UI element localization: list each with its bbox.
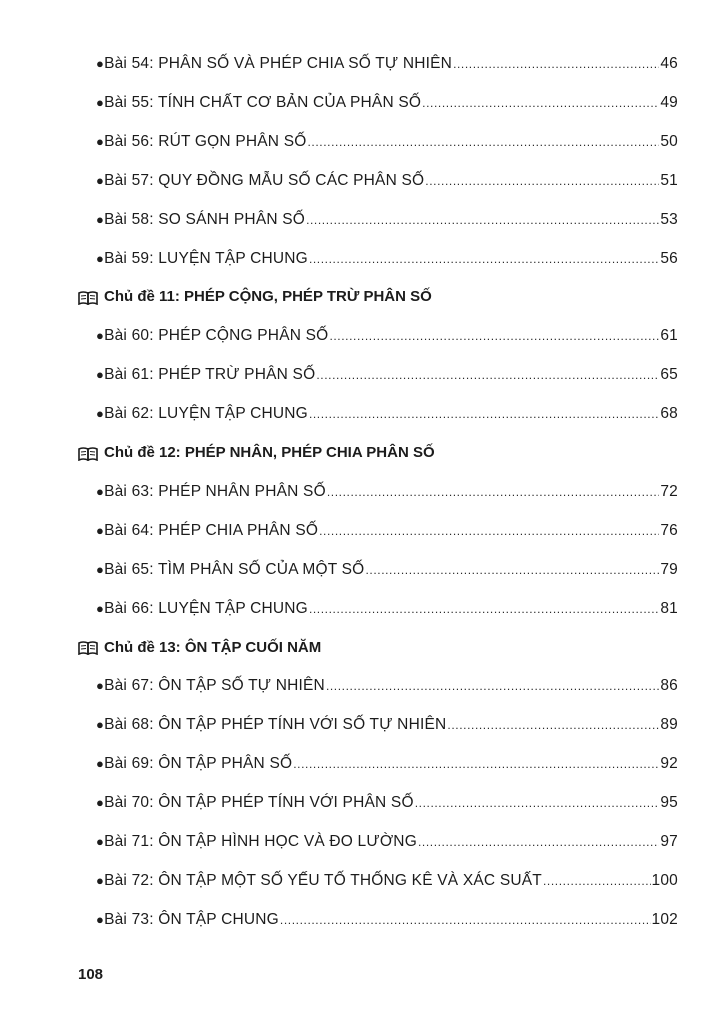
bullet-dot-icon: ● xyxy=(96,561,105,577)
bullet-dot-icon: ● xyxy=(96,717,105,733)
toc-lesson-label: Bài 64: PHÉP CHIA PHÂN SỐ xyxy=(104,521,319,539)
toc-topic-heading xyxy=(78,444,435,461)
bullet-dot-icon: ● xyxy=(96,56,105,71)
toc-lesson-entry xyxy=(96,366,678,384)
bullet-dot-icon: ● xyxy=(96,600,105,616)
toc-lesson-label: Bài 58: SO SÁNH PHÂN SỐ xyxy=(104,210,306,228)
toc-lesson-label: Bài 73: ÔN TẬP CHUNG xyxy=(104,910,279,928)
dot-leader xyxy=(309,407,659,421)
toc-page-number: 68 xyxy=(660,405,678,423)
toc-page-number: 95 xyxy=(660,794,678,812)
dot-leader xyxy=(425,174,659,188)
toc-topic-heading xyxy=(78,288,432,305)
dot-leader xyxy=(329,329,659,343)
page-number: 108 xyxy=(78,966,104,983)
dot-leader xyxy=(365,563,659,577)
dot-leader xyxy=(327,485,659,499)
toc-page-number: 89 xyxy=(660,716,678,734)
toc-lesson-label: Bài 63: PHÉP NHÂN PHÂN SỐ xyxy=(104,482,326,500)
toc-lesson-entry xyxy=(96,755,678,773)
dot-leader xyxy=(306,213,659,227)
bullet-dot-icon: ● xyxy=(96,328,105,344)
toc-topic-label: Chủ đề 12: PHÉP NHÂN, PHÉP CHIA PHÂN SỐ xyxy=(104,444,435,461)
dot-leader xyxy=(543,874,651,888)
toc-page-number: 102 xyxy=(651,910,678,928)
toc-lesson-label: Bài 68: ÔN TẬP PHÉP TÍNH VỚI SỐ TỰ NHIÊN xyxy=(104,716,447,734)
toc-lesson-entry xyxy=(96,522,678,540)
bullet-dot-icon: ● xyxy=(96,367,105,383)
toc-topic-label: Chủ đề 11: PHÉP CỘNG, PHÉP TRỪ PHÂN SỐ xyxy=(104,288,432,306)
toc-page-number: 56 xyxy=(660,249,678,267)
toc-topic-label: Chủ đề 13: ÔN TẬP CUỐI NĂM xyxy=(104,638,322,656)
bullet-dot-icon: ● xyxy=(96,795,105,811)
toc-lesson-entry xyxy=(96,794,678,812)
toc-page-number: 61 xyxy=(660,327,678,345)
toc-lesson-label: Bài 72: ÔN TẬP MỘT SỐ YẾU TỐ THỐNG KÊ VÀ XÁC SUẤT xyxy=(104,871,542,889)
toc-page-number: 51 xyxy=(660,171,678,189)
toc-lesson-label: Bài 71: ÔN TẬP HÌNH HỌC VÀ ĐO LƯỜNG xyxy=(104,833,417,850)
dot-leader xyxy=(309,602,659,616)
toc-lesson-label: Bài 60: PHÉP CỘNG PHÂN SỐ xyxy=(104,327,329,345)
toc-lesson-entry xyxy=(96,250,678,268)
toc-page-number: 92 xyxy=(660,755,678,773)
dot-leader xyxy=(309,252,659,266)
toc-lesson-entry xyxy=(96,405,678,423)
bullet-dot-icon: ● xyxy=(96,94,105,110)
toc-lesson-entry xyxy=(96,677,678,695)
toc-lesson-label: Bài 54: PHÂN SỐ VÀ PHÉP CHIA SỐ TỰ NHIÊN xyxy=(104,55,453,72)
toc-page-number: 86 xyxy=(660,677,678,695)
toc-lesson-label: Bài 67: ÔN TẬP SỐ TỰ NHIÊN xyxy=(104,677,325,695)
bullet-dot-icon: ● xyxy=(96,678,105,694)
dot-leader xyxy=(326,679,659,693)
open-book-icon xyxy=(78,447,98,461)
dot-leader xyxy=(280,913,651,927)
open-book-icon xyxy=(78,291,98,305)
dot-leader xyxy=(415,796,660,810)
toc-lesson-entry xyxy=(96,94,678,112)
bullet-dot-icon: ● xyxy=(96,911,105,927)
toc-lesson-label: Bài 62: LUYỆN TẬP CHUNG xyxy=(104,405,308,423)
toc-page-number: 72 xyxy=(660,482,678,500)
toc-lesson-entry xyxy=(96,55,678,73)
toc-lesson-entry xyxy=(96,561,678,579)
toc-lesson-label: Bài 56: RÚT GỌN PHÂN SỐ xyxy=(104,132,307,150)
toc-page-number: 50 xyxy=(660,132,678,150)
dot-leader xyxy=(447,718,659,732)
toc-lesson-entry xyxy=(96,911,678,929)
bullet-dot-icon: ● xyxy=(96,483,105,499)
bullet-dot-icon: ● xyxy=(96,172,105,188)
toc-lesson-label: Bài 69: ÔN TẬP PHÂN SỐ xyxy=(104,755,293,773)
toc-lesson-entry xyxy=(96,600,678,618)
dot-leader xyxy=(453,57,659,71)
toc-page-number: 46 xyxy=(660,55,678,72)
bullet-dot-icon: ● xyxy=(96,211,105,227)
dot-leader xyxy=(319,524,659,538)
toc-lesson-label: Bài 59: LUYỆN TẬP CHUNG xyxy=(104,249,308,267)
toc-lesson-label: Bài 61: PHÉP TRỪ PHÂN SỐ xyxy=(104,366,316,384)
toc-lesson-entry xyxy=(96,327,678,345)
bullet-dot-icon: ● xyxy=(96,250,105,266)
toc-lesson-entry xyxy=(96,716,678,734)
toc-page-number: 65 xyxy=(660,366,678,384)
toc-lesson-entry xyxy=(96,872,678,890)
toc-lesson-entry xyxy=(96,483,678,501)
toc-lesson-entry xyxy=(96,211,678,229)
bullet-dot-icon: ● xyxy=(96,522,105,538)
toc-lesson-entry xyxy=(96,833,678,851)
toc-page-number: 81 xyxy=(660,599,678,617)
toc-lesson-entry xyxy=(96,133,678,151)
bullet-dot-icon: ● xyxy=(96,872,105,888)
toc-lesson-label: Bài 65: TÌM PHÂN SỐ CỦA MỘT SỐ xyxy=(104,560,365,578)
toc-lesson-entry xyxy=(96,172,678,190)
toc-lesson-label: Bài 57: QUY ĐỒNG MẪU SỐ CÁC PHÂN SỐ xyxy=(104,171,425,189)
toc-lesson-label: Bài 70: ÔN TẬP PHÉP TÍNH VỚI PHÂN SỐ xyxy=(104,794,414,812)
toc-page-number: 53 xyxy=(660,210,678,228)
dot-leader xyxy=(293,757,659,771)
dot-leader xyxy=(422,96,659,110)
open-book-icon xyxy=(78,641,98,655)
dot-leader xyxy=(316,368,659,382)
toc-lesson-label: Bài 55: TÍNH CHẤT CƠ BẢN CỦA PHÂN SỐ xyxy=(104,93,422,111)
toc-page-number: 97 xyxy=(660,833,678,850)
bullet-dot-icon: ● xyxy=(96,834,105,849)
bullet-dot-icon: ● xyxy=(96,406,105,422)
dot-leader xyxy=(418,835,659,849)
dot-leader xyxy=(307,135,659,149)
toc-page-number: 49 xyxy=(660,93,678,111)
toc-page-number: 76 xyxy=(660,521,678,539)
toc-lesson-label: Bài 66: LUYỆN TẬP CHUNG xyxy=(104,599,308,617)
bullet-dot-icon: ● xyxy=(96,756,105,772)
toc-page-number: 100 xyxy=(651,871,678,889)
bullet-dot-icon: ● xyxy=(96,133,105,149)
toc-topic-heading xyxy=(78,639,321,656)
toc-page-number: 79 xyxy=(660,560,678,578)
